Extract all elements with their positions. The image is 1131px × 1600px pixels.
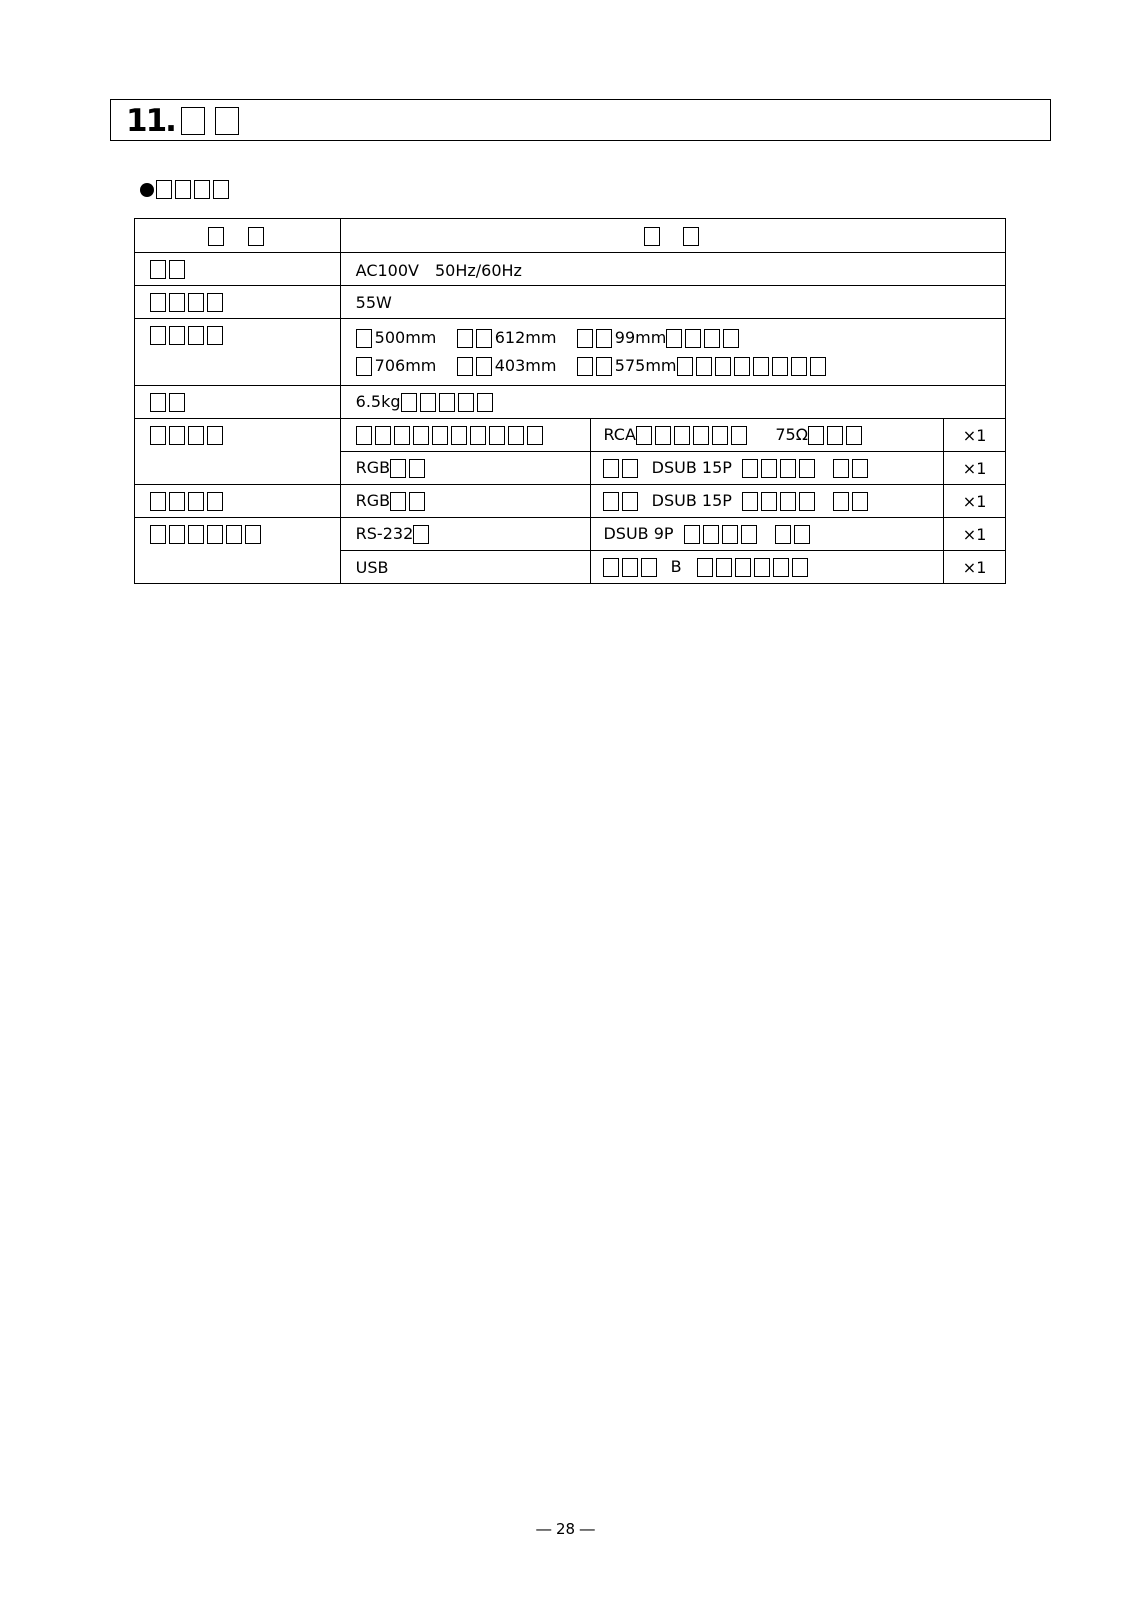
row-label	[135, 286, 341, 319]
input-type: RGB	[340, 452, 591, 485]
input-qty: ×1	[944, 452, 1006, 485]
control-connector: B	[591, 551, 944, 584]
row-label	[135, 518, 341, 584]
control-type: USB	[340, 551, 591, 584]
missing-glyph-icon	[194, 180, 210, 199]
table-row-consumption	[135, 286, 1006, 319]
table-row-output	[135, 485, 1006, 518]
row-label	[135, 319, 341, 386]
page-number: ― 28 ―	[536, 1520, 595, 1538]
input-type	[340, 419, 591, 452]
table-row-power	[135, 253, 1006, 286]
consumption-value: 55W	[340, 286, 1005, 319]
missing-glyph-icon	[175, 180, 191, 199]
power-value: AC100V 50Hz/60Hz	[340, 253, 1005, 286]
header-spec	[340, 219, 1005, 253]
table-row-control-1	[135, 518, 1006, 551]
table-header-row	[135, 219, 1006, 253]
table-row-dimensions	[135, 319, 1006, 386]
table-row-input-1	[135, 419, 1006, 452]
row-label	[135, 253, 341, 286]
output-connector: DSUB 15P	[591, 485, 944, 518]
input-qty: ×1	[944, 419, 1006, 452]
control-qty: ×1	[944, 518, 1006, 551]
row-label	[135, 485, 341, 518]
chapter-number: 11.	[126, 103, 175, 139]
chapter-heading-box	[110, 99, 1051, 141]
input-connector: RCA 75Ω	[591, 419, 944, 452]
output-qty: ×1	[944, 485, 1006, 518]
header-item	[135, 219, 341, 253]
control-connector: DSUB 9P	[591, 518, 944, 551]
section-heading	[140, 178, 232, 200]
bullet-icon	[140, 183, 154, 197]
control-type: RS-232	[340, 518, 591, 551]
row-label	[135, 419, 341, 485]
missing-glyph-icon	[181, 107, 205, 135]
chapter-title-glyphs	[181, 107, 249, 135]
dimensions-line-2: 706mm 403mm 575mm	[356, 352, 990, 380]
missing-glyph-icon	[215, 107, 239, 135]
table-row-weight	[135, 386, 1006, 419]
output-type: RGB	[340, 485, 591, 518]
control-qty: ×1	[944, 551, 1006, 584]
row-label	[135, 386, 341, 419]
specification-table	[134, 218, 1006, 584]
missing-glyph-icon	[156, 180, 172, 199]
input-connector: DSUB 15P	[591, 452, 944, 485]
weight-value: 6.5kg	[340, 386, 1005, 419]
dimensions-line-1: 500mm 612mm 99mm	[356, 324, 990, 352]
dimensions-value	[340, 319, 1005, 386]
missing-glyph-icon	[213, 180, 229, 199]
